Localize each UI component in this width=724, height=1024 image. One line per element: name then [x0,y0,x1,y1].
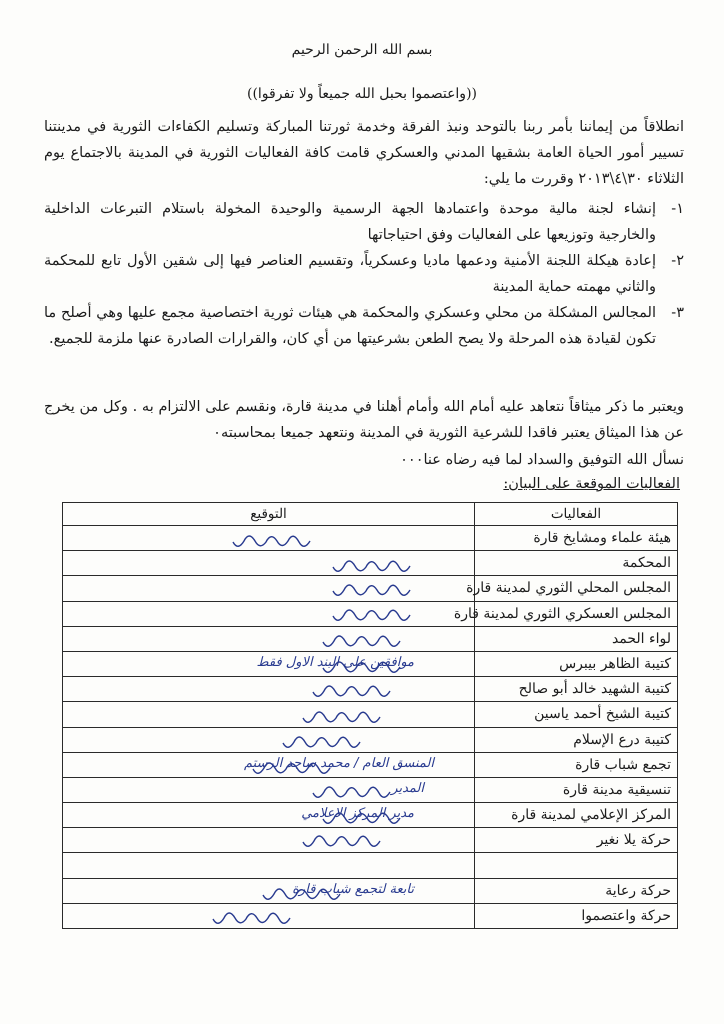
organization-name: تجمع شباب قارة [475,752,678,777]
organization-name: المجلس العسكري الثوري لمدينة قارة [475,601,678,626]
signature-cell [63,576,475,601]
signature-scribble [63,526,474,550]
resolutions-list [44,196,684,352]
organization-name: كتيبة الظاهر بيبرس [475,651,678,676]
closing-line: نسأل الله التوفيق والسداد لما فيه رضاه عنا٠٠٠ [400,452,684,468]
signature-cell [63,702,475,727]
quran-verse: ((واعتصموا بحبل الله جميعاً ولا تفرقوا)) [246,86,478,102]
table-row [63,853,678,878]
organization-name: المحكمة [475,551,678,576]
column-header-signature: التوقيع [63,503,475,526]
table-row [63,576,678,601]
signature-scribble [63,627,474,651]
resolution-text: المجالس المشكلة من محلي وعسكري والمحكمة هي هيئات ثورية اختصاصية مجمع عليها وهي أصلح ما تكون لقيادة هذه المرحلة ولا يصح الطعن بشرعيتها من أي كان، والقرارات الصادرة عنها ملزمة للجميع. [44,305,656,347]
signature-cell [63,903,475,928]
table-row [63,526,678,551]
table-row [63,752,678,777]
signature-cell [63,626,475,651]
organization-name: كتيبة الشهيد خالد أبو صالح [475,677,678,702]
organization-name: المجلس المحلي الثوري لمدينة قارة [475,576,678,601]
resolution-text: إعادة هيكلة اللجنة الأمنية ودعمها ماديا وعسكرياً، وتقسيم العناصر فيها إلى شقين الأول تابع للمحكمة والثاني مهمته حماية المدينة [44,253,656,295]
organization-name: حركة رعاية [475,878,678,903]
signatories-table [62,502,678,929]
table-row [63,601,678,626]
signature-scribble [63,702,474,726]
intro-paragraph: انطلاقاً من إيماننا بأمر ربنا بالتوحد ونبذ الفرقة وخدمة ثورتنا المباركة وتسليم الكفاءات الثورية في مدينتنا تسيير أمور الحياة العامة بشقيها المدني والعسكري قامت كافة الفعاليات الثورية في المدينة بالاجتماع يوم الثلاثاء ٣٠\٤\٢٠١٣ وقررت ما يلي: [44,119,684,187]
resolution-item [44,196,684,248]
resolution-number: ٢- [671,253,684,269]
signature-scribble [63,828,474,852]
organization-name: حركة واعتصموا [475,903,678,928]
organization-name: حركة يلا نغير [475,828,678,853]
signature-cell [63,878,475,903]
organization-name: كتيبة الشيخ أحمد ياسين [475,702,678,727]
signature-scribble [63,677,474,701]
signature-cell [63,853,475,878]
signature-handwriting: تابعة لتجمع شباب قارة [292,881,414,897]
signature-handwriting: المنسق العام / محمد ساجد الرستم [244,755,434,771]
table-row [63,727,678,752]
table-row [63,878,678,903]
signatories-body [63,526,678,929]
table-row [63,702,678,727]
signature-scribble [63,728,474,752]
resolution-text: إنشاء لجنة مالية موحدة واعتمادها الجهة الرسمية والوحيدة المخولة باستلام التبرعات الداخلية والخارجية وتوزيعها على الفعاليات وفق احتياجاتها [44,201,656,243]
organization-name: لواء الحمد [475,626,678,651]
signature-scribble [63,551,474,575]
signature-cell [63,551,475,576]
table-row [63,803,678,828]
resolution-number: ١- [671,201,684,217]
organization-name: هيئة علماء ومشايخ قارة [475,526,678,551]
signature-cell [63,727,475,752]
signature-scribble [63,904,474,928]
organization-name: تنسيقية مدينة قارة [475,777,678,802]
resolution-item [44,300,684,352]
table-header-row [63,503,678,526]
signature-scribble [63,576,474,600]
signature-handwriting: موافقين على البند الاول فقط [256,654,414,670]
organization-name: المركز الإعلامي لمدينة قارة [475,803,678,828]
signature-cell [63,601,475,626]
column-header-organization: الفعاليات [475,503,678,526]
table-row [63,551,678,576]
basmala-heading: بسم الله الرحمن الرحيم [291,42,433,58]
signature-cell [63,803,475,828]
signature-cell [63,651,475,676]
organization-name: كتيبة درع الإسلام [475,727,678,752]
signatories-label: الفعاليات الموقعة على البيان: [503,476,680,492]
signature-cell [63,752,475,777]
organization-name [475,853,678,878]
signature-cell [63,777,475,802]
table-row [63,777,678,802]
table-row [63,626,678,651]
table-row [63,677,678,702]
table-row [63,903,678,928]
signature-handwriting: مدير المركز الاعلامي [301,806,414,822]
resolution-item [44,248,684,300]
signature-cell [63,526,475,551]
signature-scribble [63,602,474,626]
signature-cell [63,677,475,702]
table-row [63,828,678,853]
resolution-number: ٣- [671,305,684,321]
table-row [63,651,678,676]
signature-handwriting: المدير [391,780,424,796]
signature-cell [63,828,475,853]
pledge-paragraph: ويعتبر ما ذكر ميثاقاً نتعاهد عليه أمام الله وأمام أهلنا في مدينة قارة، ونقسم على الالتزام به . وكل من يخرج عن هذا الميثاق يعتبر فاقدا للشرعية الثورية في المدينة ونتعهد جميعا بمحاسبته٠ [44,399,684,441]
